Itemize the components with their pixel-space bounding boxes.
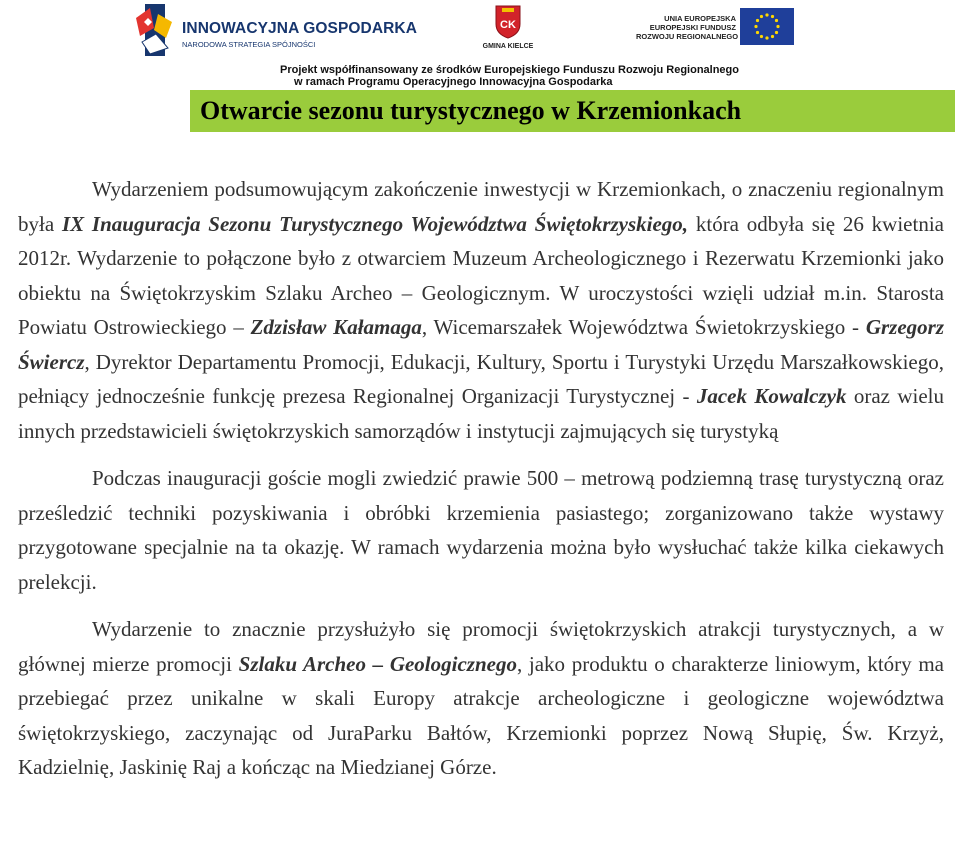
eu-logo-text	[636, 14, 739, 41]
page-title: Otwarcie sezonu turystycznego w Krzemionkach	[200, 96, 742, 125]
project-note-line1: Projekt współfinansowany ze środków Europejskiego Funduszu Rozwoju Regionalnego	[280, 64, 739, 76]
p1-text-a: Wydarzeniem podsumowującym zakończenie inwestycji w Krzemionkach, o znaczeniu regionalnym była	[18, 177, 944, 236]
project-funding-note	[280, 64, 739, 88]
p1-person-kowalczyk: Jacek Kowalczyk	[696, 384, 847, 408]
p1-text-d: , Dyrektor Departamentu Promocji, Edukacji, Kultury, Sportu i Turystyki Urzędu Marszałkowskiego, pełniący jednocześnie funkcję prezesa Regionalnej Organizacji Turystycznej -	[18, 349, 944, 408]
title-banner	[190, 90, 955, 132]
eu-logo-line1: UNIA EUROPEJSKA	[664, 14, 736, 23]
innowacyjna-gospodarka-logo	[136, 4, 418, 56]
p3-trail-name: Szlaku Archeo – Geologicznego	[238, 651, 517, 676]
ig-emblem-icon	[136, 4, 174, 56]
p1-person-kalamaga: Zdzisław Kałamaga	[250, 315, 422, 339]
kielce-crest-letters: CK	[500, 19, 516, 31]
p1-person-swiercz: Grzegorz Świercz	[18, 315, 945, 374]
paragraph-3	[18, 612, 944, 785]
article-body	[18, 172, 944, 785]
ig-logo-subtitle: NARODOWA STRATEGIA SPÓJNOŚCI	[182, 40, 316, 49]
p1-event-name: IX Inauguracja Sezonu Turystycznego Województwa Świętokrzyskiego,	[61, 211, 689, 236]
p1-text-e: oraz wielu innych przedstawicieli świętokrzyskich samorządów i instytucji zajmujących się turystyką	[18, 384, 944, 443]
eu-logo-line3: ROZWOJU REGIONALNEGO	[636, 32, 739, 41]
eu-flag-icon	[740, 8, 794, 45]
eu-logo	[636, 8, 796, 48]
p3-text-b: , jako produktu o charakterze liniowym, który ma przebiegać przez unikalne w skali Europy atrakcje archeologiczne i geologiczne województwa świętokrzyskiego, zaczynając od JuraParku Bałtów, Krzemionki poprzez Nową Słupię, Św. Krzyż, Kadzielnię, Jaskinię Raj a kończąc na Miedzianej Górze.	[18, 651, 944, 779]
p3-text-a: Wydarzenie to znacznie przysłużyło się promocji świętokrzyskich atrakcji turystycznych, a w głównej mierze promocji	[18, 617, 944, 676]
paragraph-2: Podczas inauguracji goście mogli zwiedzić prawie 500 – metrową podziemną trasę turystyczną oraz prześledzić techniki pozyskiwania i obróbki krzemienia pasiastego; zorganizowano także wystawy przygotowane specjalnie na ta okazję. W ramach wydarzenia można było wysłuchać także kilka ciekawych prelekcji.	[18, 466, 944, 594]
kielce-crest-icon	[494, 4, 522, 40]
ig-logo-title: INNOWACYJNA GOSPODARKA	[182, 20, 418, 37]
eu-logo-line2: EUROPEJSKI FUNDUSZ	[649, 23, 736, 32]
kielce-logo-name: GMINA KIELCE	[482, 43, 534, 50]
header-logos	[0, 0, 960, 88]
project-note-line2: w ramach Programu Operacyjnego Innowacyjna Gospodarka	[294, 76, 613, 88]
gmina-kielce-logo	[478, 4, 538, 58]
p1-text-b: która odbyła się 26 kwietnia 2012r. Wydarzenie to połączone było z otwarciem Muzeum Archeologicznego i Rezerwatu Krzemionki jako obiektu na Świętokrzyskim Szlaku Archeo – Geologicznym. W uroczystości wzięli udział m.in. Starosta Powiatu Ostrowieckiego –	[18, 211, 944, 339]
paragraph-1	[18, 172, 944, 448]
p1-text-c: , Wicemarszałek Województwa Świetokrzyskiego -	[421, 315, 866, 339]
